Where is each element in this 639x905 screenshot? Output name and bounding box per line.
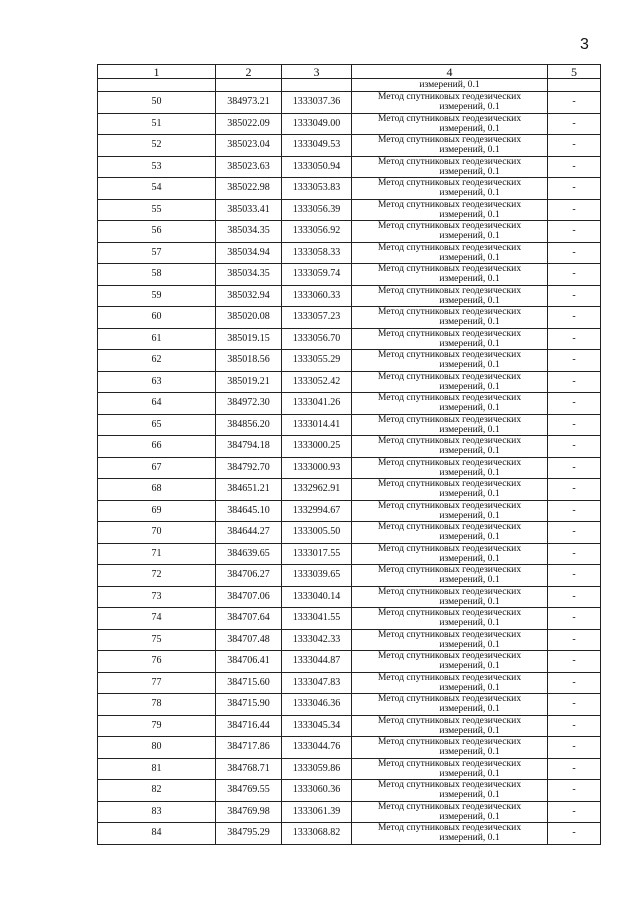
coordinate-y: 1332962.91 (282, 479, 352, 501)
method-line-1: Метод спутниковых геодезических (377, 177, 522, 189)
coordinate-x: 384715.90 (216, 694, 282, 716)
coordinate-y: 1333049.53 (282, 135, 352, 157)
method-line-1: Метод спутниковых геодезических (377, 758, 522, 769)
method-line-2: измерений, 0.1 (439, 208, 500, 220)
column-5-value: - (548, 113, 601, 135)
table-row (98, 156, 601, 178)
method-line-1: Метод спутниковых геодезических (377, 91, 522, 103)
method-line-2: измерений, 0.1 (439, 251, 500, 263)
method-line-1: Метод спутниковых геодезических (377, 328, 522, 339)
point-number: 62 (98, 350, 216, 372)
table-row (98, 178, 601, 200)
method-cell (352, 242, 548, 264)
table-row (98, 371, 601, 393)
coordinate-x: 384792.70 (216, 457, 282, 479)
method-line-1: Метод спутниковых геодезических (377, 672, 522, 683)
coordinate-y: 1333059.74 (282, 264, 352, 286)
coordinate-x: 384639.65 (216, 543, 282, 565)
table-row (98, 758, 601, 780)
method-cell (352, 586, 548, 608)
method-cell (352, 350, 548, 372)
method-cell (352, 522, 548, 544)
method-line-2: измерений, 0.1 (439, 552, 500, 564)
column-5-value: - (548, 285, 601, 307)
table-row (98, 350, 601, 372)
column-5-value: - (548, 629, 601, 651)
method-cell (352, 651, 548, 673)
table-row (98, 522, 601, 544)
coordinate-x: 384716.44 (216, 715, 282, 737)
coordinate-y: 1333044.87 (282, 651, 352, 673)
table-header-row (98, 65, 601, 79)
method-line-1: Метод спутниковых геодезических (377, 392, 522, 404)
table-row (98, 285, 601, 307)
method-line-2: измерений, 0.1 (439, 445, 500, 457)
method-cell (352, 457, 548, 479)
column-5-value: - (548, 350, 601, 372)
method-line-1: Метод спутниковых геодезических (377, 263, 522, 275)
column-5-value: - (548, 651, 601, 673)
method-line-2: измерений, 0.1 (439, 187, 500, 199)
point-number: 57 (98, 242, 216, 264)
coordinate-y: 1333014.41 (282, 414, 352, 436)
coordinate-y: 1333039.65 (282, 565, 352, 587)
coordinate-x: 385023.63 (216, 156, 282, 178)
point-number: 80 (98, 737, 216, 759)
method-cell (352, 479, 548, 501)
method-line-2: измерений, 0.1 (439, 746, 500, 758)
coordinate-x: 384706.27 (216, 565, 282, 587)
point-number: 79 (98, 715, 216, 737)
column-5-value: - (548, 92, 601, 114)
point-number: 84 (98, 823, 216, 845)
point-number: 65 (98, 414, 216, 436)
method-line-2: измерений, 0.1 (439, 466, 500, 478)
table-body (98, 79, 601, 845)
method-cell (352, 823, 548, 845)
method-line-1: Метод спутниковых геодезических (377, 693, 522, 705)
coordinate-y: 1333061.39 (282, 801, 352, 823)
coordinate-x: 384769.55 (216, 780, 282, 802)
method-line-2: измерений, 0.1 (439, 810, 500, 822)
method-cell (352, 737, 548, 759)
method-line-1: Метод спутниковых геодезических (377, 736, 522, 748)
method-line-2: измерений, 0.1 (439, 380, 500, 392)
method-cell (352, 694, 548, 716)
method-cell (352, 113, 548, 135)
table-row (98, 414, 601, 436)
method-line-1: Метод спутниковых геодезических (377, 521, 522, 533)
point-number: 74 (98, 608, 216, 630)
coordinate-y: 1333017.55 (282, 543, 352, 565)
method-cell (352, 328, 548, 350)
table-row (98, 651, 601, 673)
coordinate-y: 1333005.50 (282, 522, 352, 544)
table-row (98, 543, 601, 565)
method-cell (352, 500, 548, 522)
method-cell (352, 565, 548, 587)
method-line-2: измерений, 0.1 (439, 789, 500, 801)
coordinate-x: 384794.18 (216, 436, 282, 458)
column-5-value: - (548, 780, 601, 802)
table-row (98, 135, 601, 157)
method-line-2: измерений, 0.1 (439, 509, 500, 521)
table-row (98, 457, 601, 479)
method-line-2: измерений, 0.1 (439, 703, 500, 715)
table-row (98, 608, 601, 630)
column-5-value: - (548, 715, 601, 737)
method-line-1: Метод спутниковых геодезических (377, 801, 522, 812)
method-line-2: измерений, 0.1 (439, 402, 500, 414)
coordinate-y: 1333059.86 (282, 758, 352, 780)
point-number: 83 (98, 801, 216, 823)
column-5-value: - (548, 328, 601, 350)
method-cell (352, 92, 548, 114)
point-number: 66 (98, 436, 216, 458)
column-5-value: - (548, 307, 601, 329)
point-number: 60 (98, 307, 216, 329)
point-number: 61 (98, 328, 216, 350)
method-line-1: Метод спутниковых геодезических (377, 457, 522, 468)
method-line-1: Метод спутниковых геодезических (377, 564, 522, 576)
column-5-value: - (548, 371, 601, 393)
column-5-value: - (548, 758, 601, 780)
coordinate-y: 1333041.55 (282, 608, 352, 630)
column-5-value: - (548, 178, 601, 200)
method-line-2: измерений, 0.1 (439, 638, 500, 650)
point-number: 63 (98, 371, 216, 393)
page-number: 3 (580, 36, 589, 53)
method-line-1: Метод спутниковых геодезических (377, 435, 522, 447)
coordinate-x: 384707.06 (216, 586, 282, 608)
point-number: 51 (98, 113, 216, 135)
method-line-2: измерений, 0.1 (439, 531, 500, 543)
method-line-1: Метод спутниковых геодезических (377, 586, 522, 597)
method-line-1: Метод спутниковых геодезических (377, 220, 522, 232)
coordinate-y: 1333057.23 (282, 307, 352, 329)
method-cell (352, 393, 548, 415)
method-line-1: Метод спутниковых геодезических (377, 113, 522, 124)
coordinate-y: 1333045.34 (282, 715, 352, 737)
column-header-1: 1 (98, 65, 216, 79)
method-cell (352, 436, 548, 458)
column-5-value: - (548, 242, 601, 264)
continuation-text: измерений, 0.1 (352, 79, 548, 92)
column-5-value: - (548, 393, 601, 415)
column-5-value: - (548, 522, 601, 544)
point-number: 71 (98, 543, 216, 565)
method-cell (352, 221, 548, 243)
column-5-value: - (548, 801, 601, 823)
column-5-value: - (548, 199, 601, 221)
method-line-1: Метод спутниковых геодезических (377, 478, 522, 490)
method-line-1: Метод спутниковых геодезических (377, 349, 522, 361)
table-row (98, 565, 601, 587)
method-line-1: Метод спутниковых геодезических (377, 306, 522, 318)
coordinate-y: 1333056.70 (282, 328, 352, 350)
table-row (98, 629, 601, 651)
coordinate-x: 384644.27 (216, 522, 282, 544)
coordinate-y: 1333041.26 (282, 393, 352, 415)
table-row (98, 436, 601, 458)
coordinate-x: 384972.30 (216, 393, 282, 415)
column-5-value: - (548, 479, 601, 501)
method-line-2: измерений, 0.1 (439, 273, 500, 285)
column-5-value: - (548, 823, 601, 845)
coordinate-y: 1333056.39 (282, 199, 352, 221)
point-number: 64 (98, 393, 216, 415)
method-line-2: измерений, 0.1 (439, 230, 500, 242)
method-cell (352, 543, 548, 565)
point-number: 56 (98, 221, 216, 243)
method-line-1: Метод спутниковых геодезических (377, 629, 522, 640)
coordinate-x: 384769.98 (216, 801, 282, 823)
method-line-1: Метод спутниковых геодезических (377, 500, 522, 511)
coordinate-y: 1333046.36 (282, 694, 352, 716)
point-number: 78 (98, 694, 216, 716)
column-5-value: - (548, 543, 601, 565)
method-line-1: Метод спутниковых геодезических (377, 199, 522, 210)
method-line-2: измерений, 0.1 (439, 724, 500, 736)
table-row (98, 221, 601, 243)
method-cell (352, 801, 548, 823)
coordinate-x: 384707.48 (216, 629, 282, 651)
point-number: 75 (98, 629, 216, 651)
method-line-1: Метод спутниковых геодезических (377, 134, 522, 146)
method-line-2: измерений, 0.1 (439, 316, 500, 328)
table-row (98, 801, 601, 823)
point-number: 76 (98, 651, 216, 673)
method-line-2: измерений, 0.1 (439, 144, 500, 156)
point-number: 72 (98, 565, 216, 587)
point-number: 73 (98, 586, 216, 608)
coordinate-y: 1333060.36 (282, 780, 352, 802)
coordinate-y: 1333040.14 (282, 586, 352, 608)
column-5-value: - (548, 500, 601, 522)
coordinate-x: 384856.20 (216, 414, 282, 436)
coordinate-x: 384768.71 (216, 758, 282, 780)
coordinate-y: 1333052.42 (282, 371, 352, 393)
point-number: 67 (98, 457, 216, 479)
table-row (98, 199, 601, 221)
table-row (98, 479, 601, 501)
coordinate-x: 385034.94 (216, 242, 282, 264)
method-line-1: Метод спутниковых геодезических (377, 371, 522, 382)
method-line-1: Метод спутниковых геодезических (377, 285, 522, 296)
coordinate-x: 384715.60 (216, 672, 282, 694)
method-line-2: измерений, 0.1 (439, 574, 500, 586)
column-5-value: - (548, 565, 601, 587)
method-line-2: измерений, 0.1 (439, 165, 500, 177)
method-cell (352, 715, 548, 737)
coordinate-y: 1333068.82 (282, 823, 352, 845)
coordinate-x: 384651.21 (216, 479, 282, 501)
point-number: 52 (98, 135, 216, 157)
coordinate-x: 384707.64 (216, 608, 282, 630)
method-line-2: измерений, 0.1 (439, 681, 500, 693)
method-line-2: измерений, 0.1 (439, 617, 500, 629)
coordinate-x: 384706.41 (216, 651, 282, 673)
method-cell (352, 285, 548, 307)
point-number: 69 (98, 500, 216, 522)
coordinate-x: 385034.35 (216, 264, 282, 286)
table-row (98, 672, 601, 694)
coordinate-y: 1333055.29 (282, 350, 352, 372)
method-line-1: Метод спутниковых геодезических (377, 715, 522, 726)
method-line-1: Метод спутниковых геодезических (377, 650, 522, 662)
method-line-1: Метод спутниковых геодезических (377, 543, 522, 554)
method-line-2: измерений, 0.1 (439, 359, 500, 371)
point-number: 53 (98, 156, 216, 178)
table-row (98, 92, 601, 114)
method-line-2: измерений, 0.1 (439, 337, 500, 349)
table-row (98, 113, 601, 135)
continuation-row (98, 79, 601, 92)
method-cell (352, 414, 548, 436)
coordinate-x: 385018.56 (216, 350, 282, 372)
column-header-5: 5 (548, 65, 601, 79)
table-row (98, 242, 601, 264)
point-number: 82 (98, 780, 216, 802)
method-cell (352, 178, 548, 200)
method-cell (352, 135, 548, 157)
method-line-2: измерений, 0.1 (439, 423, 500, 435)
coordinate-x: 384717.86 (216, 737, 282, 759)
coordinate-y: 1333047.83 (282, 672, 352, 694)
point-number: 81 (98, 758, 216, 780)
point-number: 68 (98, 479, 216, 501)
column-header-4: 4 (352, 65, 548, 79)
method-cell (352, 608, 548, 630)
method-line-1: Метод спутниковых геодезических (377, 414, 522, 425)
column-5-value: - (548, 156, 601, 178)
method-line-2: измерений, 0.1 (439, 595, 500, 607)
point-number: 58 (98, 264, 216, 286)
coordinate-y: 1333058.33 (282, 242, 352, 264)
column-5-value: - (548, 672, 601, 694)
coordinate-x: 385022.98 (216, 178, 282, 200)
table-row (98, 264, 601, 286)
coordinate-x: 385033.41 (216, 199, 282, 221)
coordinate-y: 1333044.76 (282, 737, 352, 759)
column-5-value: - (548, 414, 601, 436)
table-row (98, 823, 601, 845)
method-cell (352, 758, 548, 780)
method-line-2: измерений, 0.1 (439, 488, 500, 500)
coordinate-x: 385023.04 (216, 135, 282, 157)
method-line-2: измерений, 0.1 (439, 101, 500, 113)
point-number: 54 (98, 178, 216, 200)
table-row (98, 715, 601, 737)
method-cell (352, 307, 548, 329)
column-5-value: - (548, 457, 601, 479)
method-line-2: измерений, 0.1 (439, 832, 500, 844)
coordinate-y: 1333037.36 (282, 92, 352, 114)
table-row (98, 328, 601, 350)
coordinate-x: 385032.94 (216, 285, 282, 307)
method-cell (352, 199, 548, 221)
point-number: 50 (98, 92, 216, 114)
coordinate-y: 1333053.83 (282, 178, 352, 200)
column-5-value: - (548, 608, 601, 630)
point-number: 77 (98, 672, 216, 694)
method-line-1: Метод спутниковых геодезических (377, 242, 522, 253)
column-5-value: - (548, 221, 601, 243)
coordinate-x: 385019.21 (216, 371, 282, 393)
method-line-1: Метод спутниковых геодезических (377, 607, 522, 619)
column-5-value: - (548, 264, 601, 286)
column-5-value: - (548, 586, 601, 608)
method-cell (352, 371, 548, 393)
coordinate-x: 385019.15 (216, 328, 282, 350)
table-row (98, 393, 601, 415)
method-cell (352, 264, 548, 286)
method-line-1: Метод спутниковых геодезических (377, 822, 522, 834)
point-number: 55 (98, 199, 216, 221)
method-cell (352, 780, 548, 802)
method-line-2: измерений, 0.1 (439, 122, 500, 134)
column-5-value: - (548, 436, 601, 458)
column-5-value: - (548, 135, 601, 157)
coordinates-table (97, 64, 601, 845)
method-line-2: измерений, 0.1 (439, 294, 500, 306)
coordinate-y: 1333042.33 (282, 629, 352, 651)
coordinate-x: 384795.29 (216, 823, 282, 845)
method-cell (352, 672, 548, 694)
column-5-value: - (548, 694, 601, 716)
coordinate-x: 384645.10 (216, 500, 282, 522)
table-row (98, 780, 601, 802)
coordinate-x: 385020.08 (216, 307, 282, 329)
coordinate-y: 1333050.94 (282, 156, 352, 178)
coordinate-y: 1333049.00 (282, 113, 352, 135)
method-cell (352, 629, 548, 651)
table-row (98, 500, 601, 522)
coordinate-x: 385034.35 (216, 221, 282, 243)
column-5-value: - (548, 737, 601, 759)
point-number: 70 (98, 522, 216, 544)
table-row (98, 307, 601, 329)
method-cell (352, 156, 548, 178)
coordinate-x: 384973.21 (216, 92, 282, 114)
method-line-1: Метод спутниковых геодезических (377, 156, 522, 167)
column-header-3: 3 (282, 65, 352, 79)
coordinate-x: 385022.09 (216, 113, 282, 135)
method-line-2: измерений, 0.1 (439, 660, 500, 672)
column-header-2: 2 (216, 65, 282, 79)
coordinate-y: 1333060.33 (282, 285, 352, 307)
coordinate-y: 1333000.25 (282, 436, 352, 458)
table-row (98, 694, 601, 716)
method-line-1: Метод спутниковых геодезических (377, 779, 522, 791)
coordinate-y: 1333000.93 (282, 457, 352, 479)
coordinate-y: 1332994.67 (282, 500, 352, 522)
point-number: 59 (98, 285, 216, 307)
table-row (98, 586, 601, 608)
method-line-2: измерений, 0.1 (439, 767, 500, 779)
coordinate-y: 1333056.92 (282, 221, 352, 243)
table-row (98, 737, 601, 759)
